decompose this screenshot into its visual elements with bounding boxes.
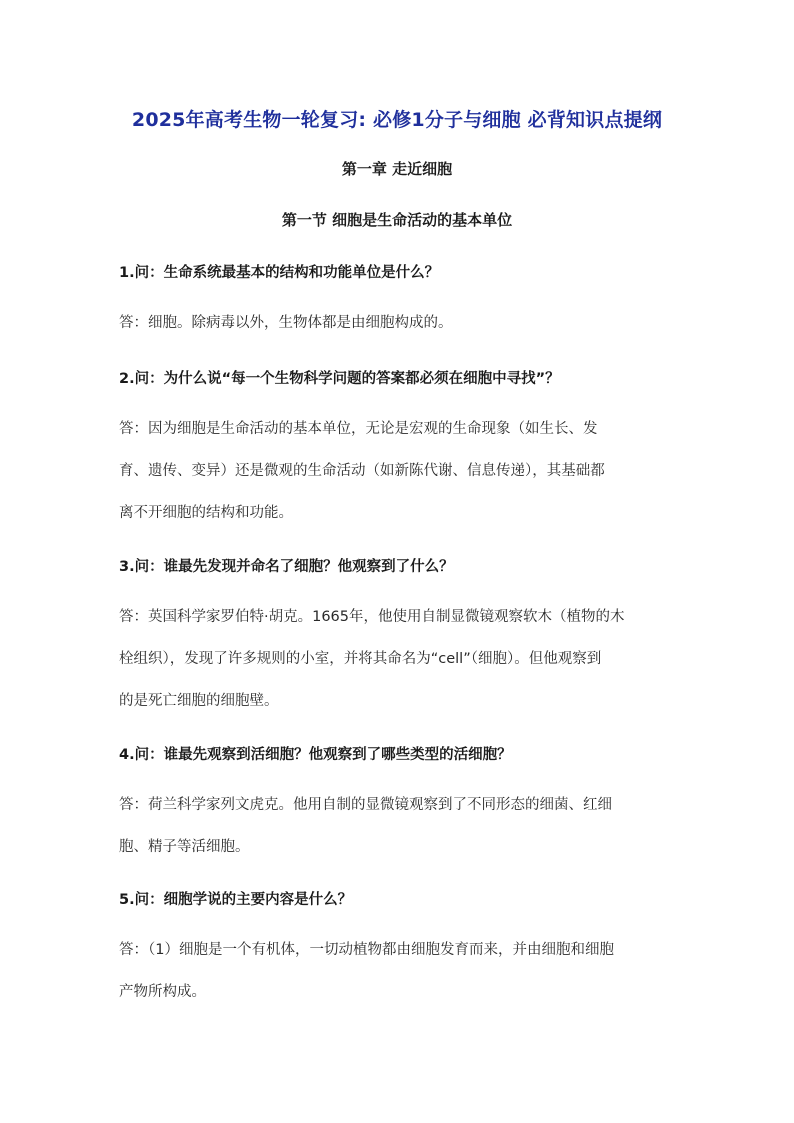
- question-2: 2.问：为什么说“每一个生物科学问题的答案都必须在细胞中寻找”？: [119, 371, 560, 387]
- answer-line: 答：英国科学家罗伯特·胡克。1665年，他使用自制显微镜观察软木（植物的木: [119, 609, 625, 625]
- answer-line: 离不开细胞的结构和功能。: [119, 505, 293, 521]
- document-title: 2025年高考生物一轮复习: 必修1分子与细胞 必背知识点提纲: [131, 109, 663, 131]
- answer-5: [119, 929, 679, 1013]
- answer-line: 育、遗传、变异）还是微观的生命活动（如新陈代谢、信息传递），其基础都: [119, 463, 605, 479]
- answer-line: 胞、精子等活细胞。: [119, 839, 250, 855]
- section-heading: 第一节 细胞是生命活动的基本单位: [281, 211, 513, 229]
- answer-line: 答：因为细胞是生命活动的基本单位，无论是宏观的生命现象（如生长、发: [119, 421, 598, 437]
- question-3: 3.问：谁最先发现并命名了细胞？他观察到了什么？: [119, 559, 454, 575]
- question-1: 1.问：生命系统最基本的结构和功能单位是什么？: [119, 265, 440, 281]
- answer-line: 产物所构成。: [119, 984, 206, 1000]
- answer-line: 的是死亡细胞的细胞壁。: [119, 693, 279, 709]
- answer-2: [119, 408, 679, 534]
- answer-line: 栓组织），发现了许多规则的小室，并将其命名为“cell”（细胞）。但他观察到: [119, 651, 602, 667]
- answer-3: [119, 596, 679, 722]
- chapter-heading: 第一章 走近细胞: [341, 160, 453, 178]
- answer-line: 答：（1）细胞是一个有机体，一切动植物都由细胞发育而来，并由细胞和细胞: [119, 942, 614, 958]
- question-4: 4.问：谁最先观察到活细胞？他观察到了哪些类型的活细胞？: [119, 747, 512, 763]
- question-5: 5.问：细胞学说的主要内容是什么？: [119, 892, 353, 908]
- answer-line: 答：荷兰科学家列文虎克。他用自制的显微镜观察到了不同形态的细菌、红细: [119, 797, 612, 813]
- answer-line: 答：细胞。除病毒以外，生物体都是由细胞构成的。: [119, 315, 453, 331]
- answer-1: [119, 302, 679, 344]
- answer-4: [119, 784, 679, 868]
